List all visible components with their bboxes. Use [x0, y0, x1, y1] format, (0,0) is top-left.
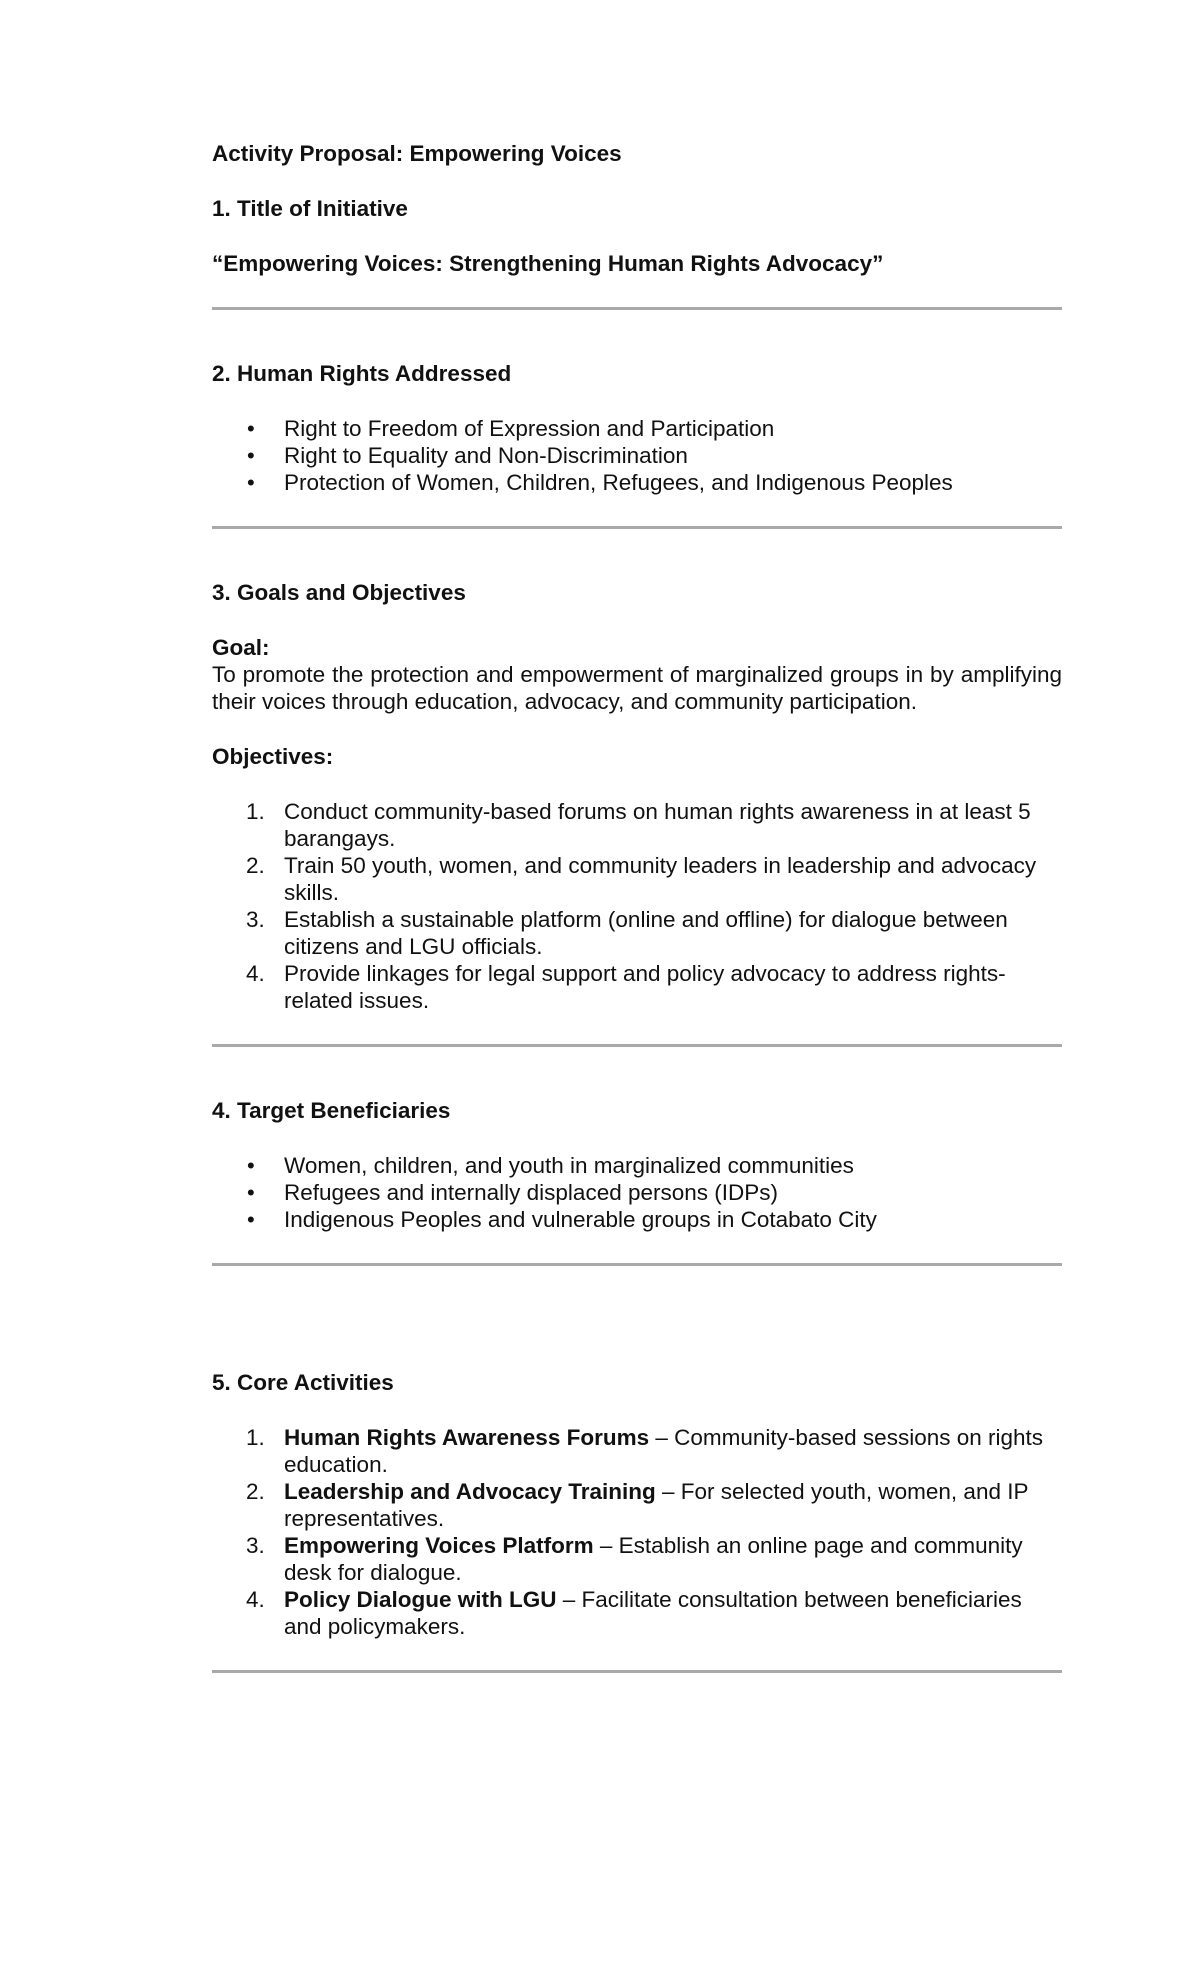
document-title: Activity Proposal: Empowering Voices: [212, 141, 622, 166]
item-number: 4.: [246, 1587, 265, 1612]
item-text: Establish a sustainable platform (online and offline) for dialogue between citizens and LGU officials.: [284, 907, 1008, 959]
item-text: Conduct community-based forums on human rights awareness in at least 5 barangays.: [284, 799, 1031, 851]
divider-1: [212, 307, 1062, 310]
objectives-label: Objectives:: [212, 744, 334, 769]
item-number: 1.: [246, 1425, 265, 1450]
activity-title: Policy Dialogue with LGU: [284, 1587, 557, 1612]
item-number: 3.: [246, 1533, 265, 1558]
section-5-heading: 5. Core Activities: [212, 1370, 394, 1395]
divider-3: [212, 1044, 1062, 1047]
item-text: Train 50 youth, women, and community leaders in leadership and advocacy skills.: [284, 853, 1037, 905]
list-item: • Indigenous Peoples and vulnerable groups in Cotabato City: [212, 1206, 1062, 1233]
item-number: 2.: [246, 853, 265, 878]
item-number: 2.: [246, 1479, 265, 1504]
activity-title: Empowering Voices Platform: [284, 1533, 594, 1558]
activity-title: Human Rights Awareness Forums: [284, 1425, 650, 1450]
goal-text: To promote the protection and empowerment of marginalized groups in by amplifying their voices through education, advocacy, and community participation.: [212, 662, 1062, 714]
divider-2: [212, 526, 1062, 529]
item-number: 1.: [246, 799, 265, 824]
activity-title: Leadership and Advocacy Training: [284, 1479, 656, 1504]
list-item: • Right to Equality and Non-Discrimination: [212, 442, 1062, 469]
list-item: • Right to Freedom of Expression and Participation: [212, 415, 1062, 442]
list-item: • Women, children, and youth in marginalized communities: [212, 1152, 1062, 1179]
activity-description: – Community-based sessions on rights education.: [284, 1425, 1044, 1477]
section-4-heading: 4. Target Beneficiaries: [212, 1098, 451, 1123]
section-2-heading: 2. Human Rights Addressed: [212, 361, 512, 386]
item-text: Provide linkages for legal support and policy advocacy to address rights-related issues.: [284, 961, 1006, 1013]
list-item: • Refugees and internally displaced persons (IDPs): [212, 1179, 1062, 1206]
list-item: [212, 906, 1062, 960]
document-body: [212, 140, 1062, 1673]
divider-4: [212, 1263, 1062, 1266]
list-item: [212, 1478, 1062, 1532]
item-number: 3.: [246, 907, 265, 932]
section-3-heading: 3. Goals and Objectives: [212, 580, 466, 605]
list-item: • Protection of Women, Children, Refugees, and Indigenous Peoples: [212, 469, 1062, 496]
list-item: [212, 960, 1062, 1014]
human-rights-list: [212, 415, 1062, 496]
list-item: [212, 798, 1062, 852]
list-item: [212, 852, 1062, 906]
initiative-title: “Empowering Voices: Strengthening Human Rights Advocacy”: [212, 251, 884, 276]
item-number: 4.: [246, 961, 265, 986]
list-item: [212, 1586, 1062, 1640]
divider-5: [212, 1670, 1062, 1673]
activity-description: – Establish an online page and community desk for dialogue.: [284, 1533, 1023, 1585]
activity-description: – For selected youth, women, and IP representatives.: [284, 1479, 1029, 1531]
goal-label: Goal:: [212, 635, 270, 660]
list-item: [212, 1424, 1062, 1478]
activity-description: – Facilitate consultation between beneficiaries and policymakers.: [284, 1587, 1022, 1639]
objectives-list: [212, 798, 1062, 1014]
section-1-heading: 1. Title of Initiative: [212, 196, 408, 221]
beneficiaries-list: [212, 1152, 1062, 1233]
list-item: [212, 1532, 1062, 1586]
activities-list: [212, 1424, 1062, 1640]
